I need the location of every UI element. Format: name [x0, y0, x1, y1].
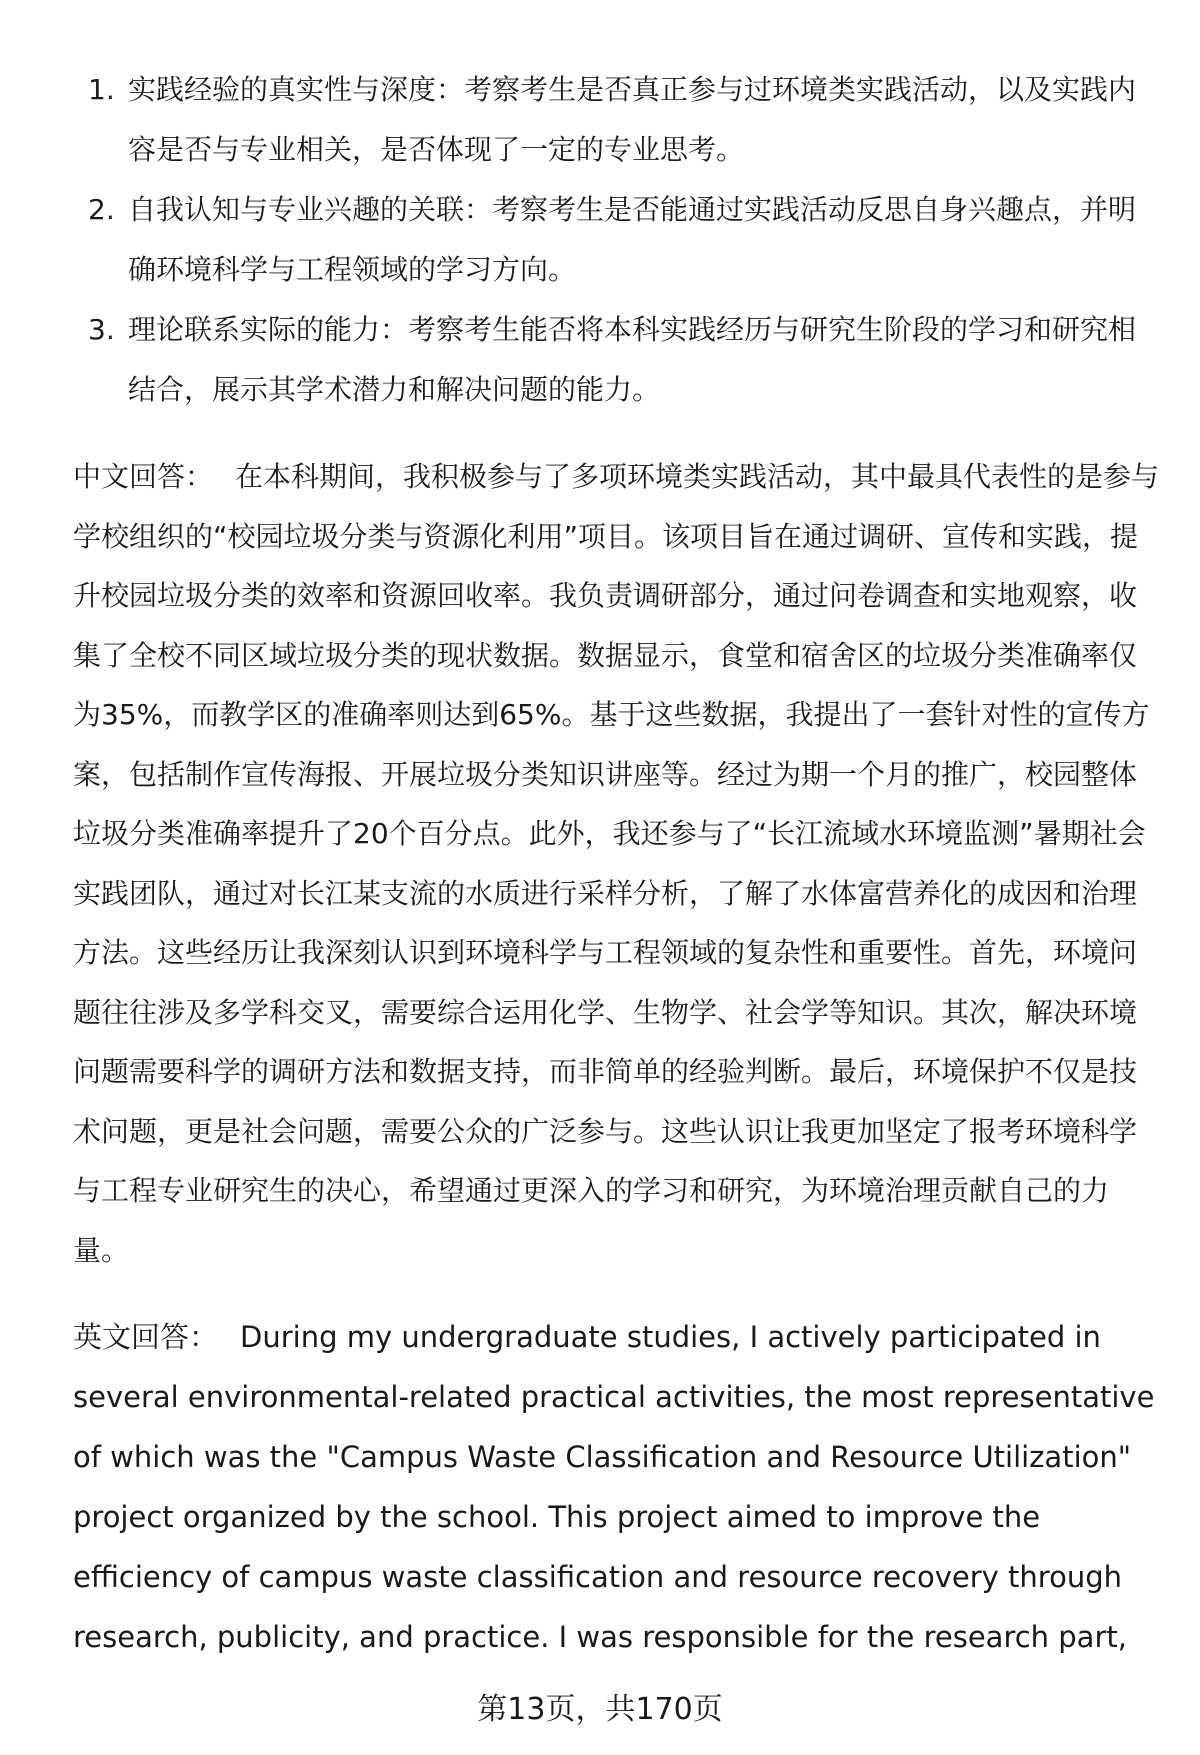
criteria-text: 自我认知与专业兴趣的关联：考察考生是否能通过实践活动反思自身兴趣点，并明确环境科学与工程领域的学习方向。 [128, 193, 1137, 286]
criteria-item [70, 180, 1150, 300]
english-answer-label: 英文回答： [73, 1320, 219, 1354]
criteria-item [70, 60, 1150, 180]
english-answer-text: During my undergraduate studies, I actively participated in several environmental-related practical activities, the most representative of which was the "Campus Waste Classification and Resource Utilization" project organized by the school. This project aimed to improve the efficiency of campus waste classification and resource recovery through research, publicity, and practice. I was responsible for the research part, [73, 1320, 1155, 1654]
criteria-text: 理论联系实际的能力：考察考生能否将本科实践经历与研究生阶段的学习和研究相结合，展示其学术潜力和解决问题的能力。 [128, 313, 1137, 406]
criteria-number: 2. [88, 193, 115, 226]
criteria-text: 实践经验的真实性与深度：考察考生是否真正参与过环境类实践活动，以及实践内容是否与专业相关，是否体现了一定的专业思考。 [128, 73, 1137, 166]
criteria-item [70, 300, 1150, 420]
criteria-number: 3. [88, 313, 115, 346]
english-answer-paragraph [73, 1307, 1163, 1667]
criteria-list [70, 60, 1150, 420]
chinese-answer-paragraph [73, 447, 1163, 1280]
criteria-number: 1. [88, 73, 115, 106]
page-number: 第13页，共170页 [477, 1692, 723, 1727]
chinese-answer-text: 在本科期间，我积极参与了多项环境类实践活动，其中最具代表性的是参与学校组织的“校园垃圾分类与资源化利用”项目。该项目旨在通过调研、宣传和实践，提升校园垃圾分类的效率和资源回收率。我负责调研部分，通过问卷调查和实地观察，收集了全校不同区域垃圾分类的现状数据。数据显示，食堂和宿舍区的垃圾分类准确率仅为35%，而教学区的准确率则达到65%。基于这些数据，我提出了一套针对性的宣传方案，包括制作宣传海报、开展垃圾分类知识讲座等。经过为期一个月的推广，校园整体垃圾分类准确率提升了20个百分点。此外，我还参与了“长江流域水环境监测”暑期社会实践团队，通过对长江某支流的水质进行采样分析，了解了水体富营养化的成因和治理方法。这些经历让我深刻认识到环境科学与工程领域的复杂性和重要性。首先，环境问题往往涉及多学科交叉，需要综合运用化学、生物学、社会学等知识。其次，解决环境问题需要科学的调研方法和数据支持，而非简单的经验判断。最后，环境保护不仅是技术问题，更是社会问题，需要公众的广泛参与。这些认识让我更加坚定了报考环境科学与工程专业研究生的决心，希望通过更深入的学习和研究，为环境治理贡献自己的力量。 [73, 460, 1160, 1267]
chinese-answer-label: 中文回答： [73, 460, 214, 493]
